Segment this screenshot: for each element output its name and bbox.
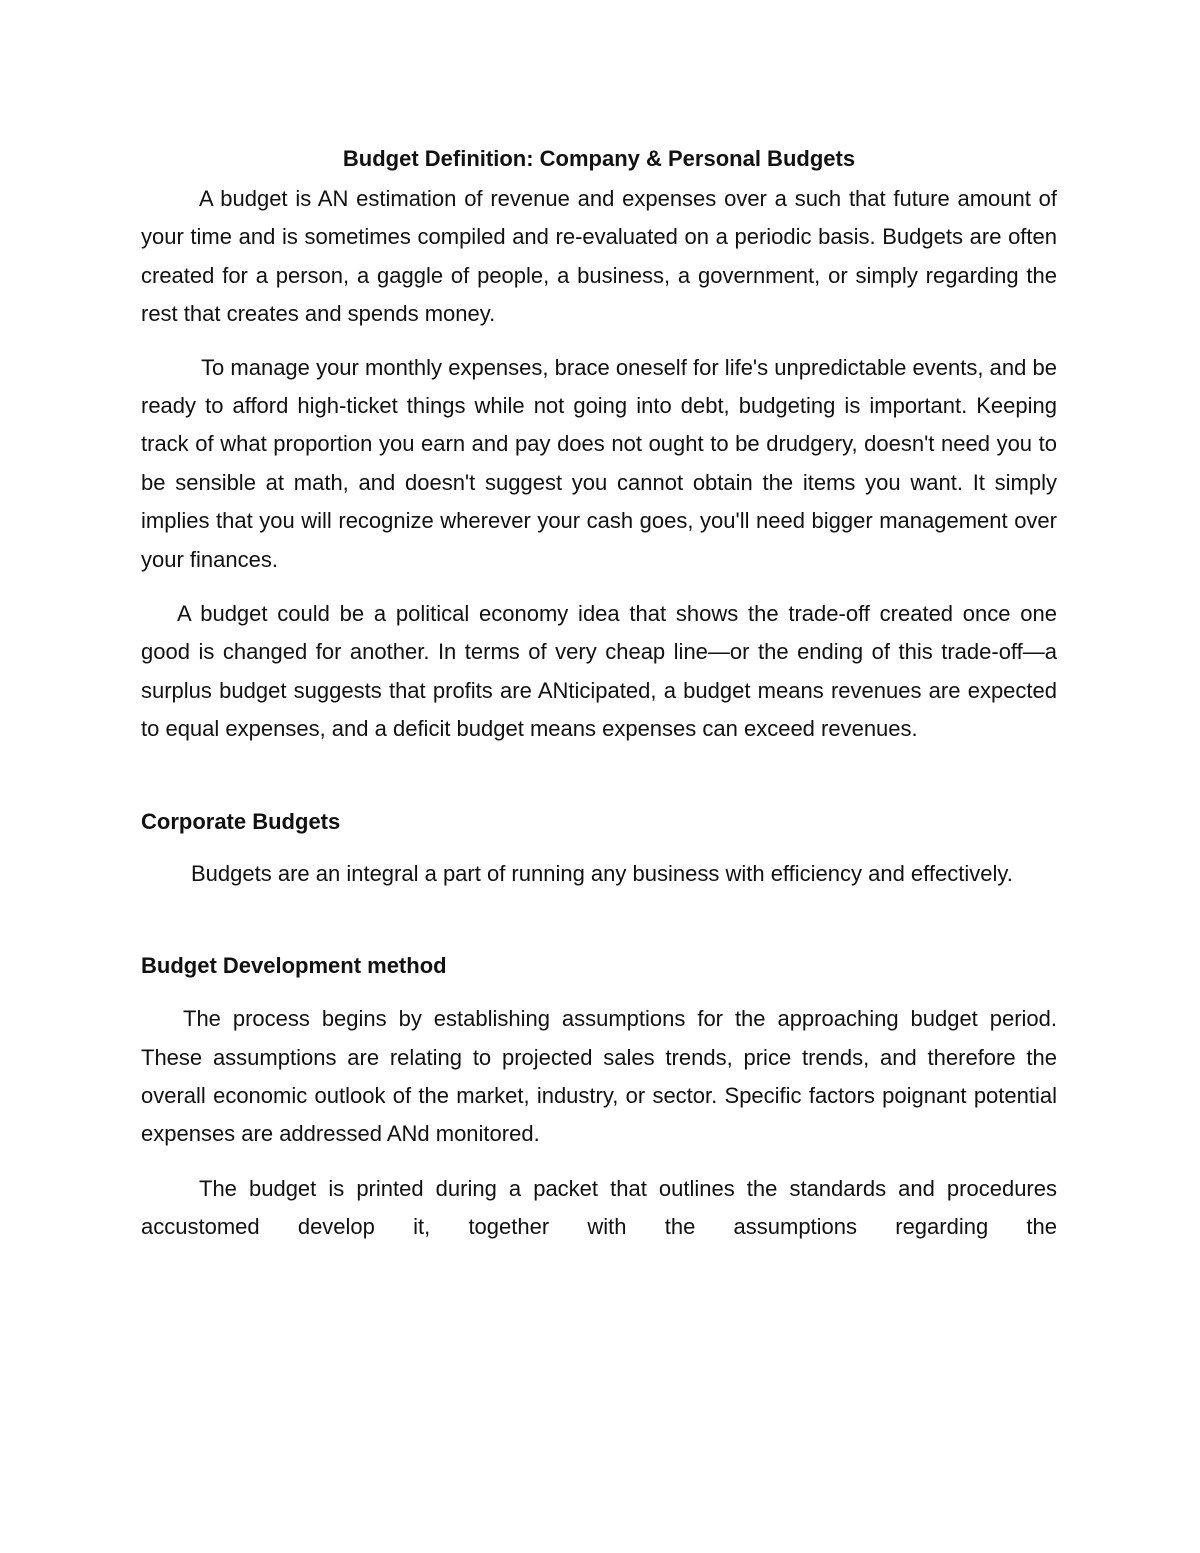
section-heading-budget-development: Budget Development method bbox=[141, 953, 447, 979]
intro-paragraph-2: To manage your monthly expenses, brace oneself for life's unpredictable events, and be ready to afford high-ticket things while not going into debt, budgeting is important. Keeping track of what proportion you earn and pay does not ought to be drudgery, doesn't need you to be sensible at math, and doesn't suggest you cannot obtain the items you want. It simply implies that you will recognize wherever your cash goes, you'll need bigger management over your finances. bbox=[141, 354, 1057, 572]
section-heading-corporate-budgets: Corporate Budgets bbox=[141, 808, 341, 834]
document-title: Budget Definition: Company & Personal Budgets bbox=[342, 146, 856, 171]
document-page bbox=[141, 140, 1057, 1247]
intro-paragraph-3: A budget could be a political economy idea that shows the trade-off created once one good is changed for another. In terms of very cheap line—or the ending of this trade-off—a surplus budget suggests that profits are ANticipated, a budget means revenues are expected to equal expenses, and a deficit budget means expenses can exceed revenues. bbox=[141, 601, 1057, 742]
corporate-budgets-paragraph: Budgets are an integral a part of running any business with efficiency and effectively. bbox=[191, 860, 1013, 886]
intro-paragraph-1: A budget is AN estimation of revenue and expenses over a such that future amount of your time and is sometimes compiled and re-evaluated on a periodic basis. Budgets are often created for a person, a gaggle of people, a business, a government, or simply regarding the rest that creates and spends money. bbox=[141, 186, 1057, 327]
budget-development-paragraph-2: The budget is printed during a packet that outlines the standards and procedures accustomed develop it, together with the assumptions regarding the bbox=[141, 1175, 1057, 1240]
budget-development-paragraph-1: The process begins by establishing assumptions for the approaching budget period. These assumptions are relating to projected sales trends, price trends, and therefore the overall economic outlook of the market, industry, or sector. Specific factors poignant potential expenses are addressed ANd monitored. bbox=[141, 1006, 1057, 1147]
